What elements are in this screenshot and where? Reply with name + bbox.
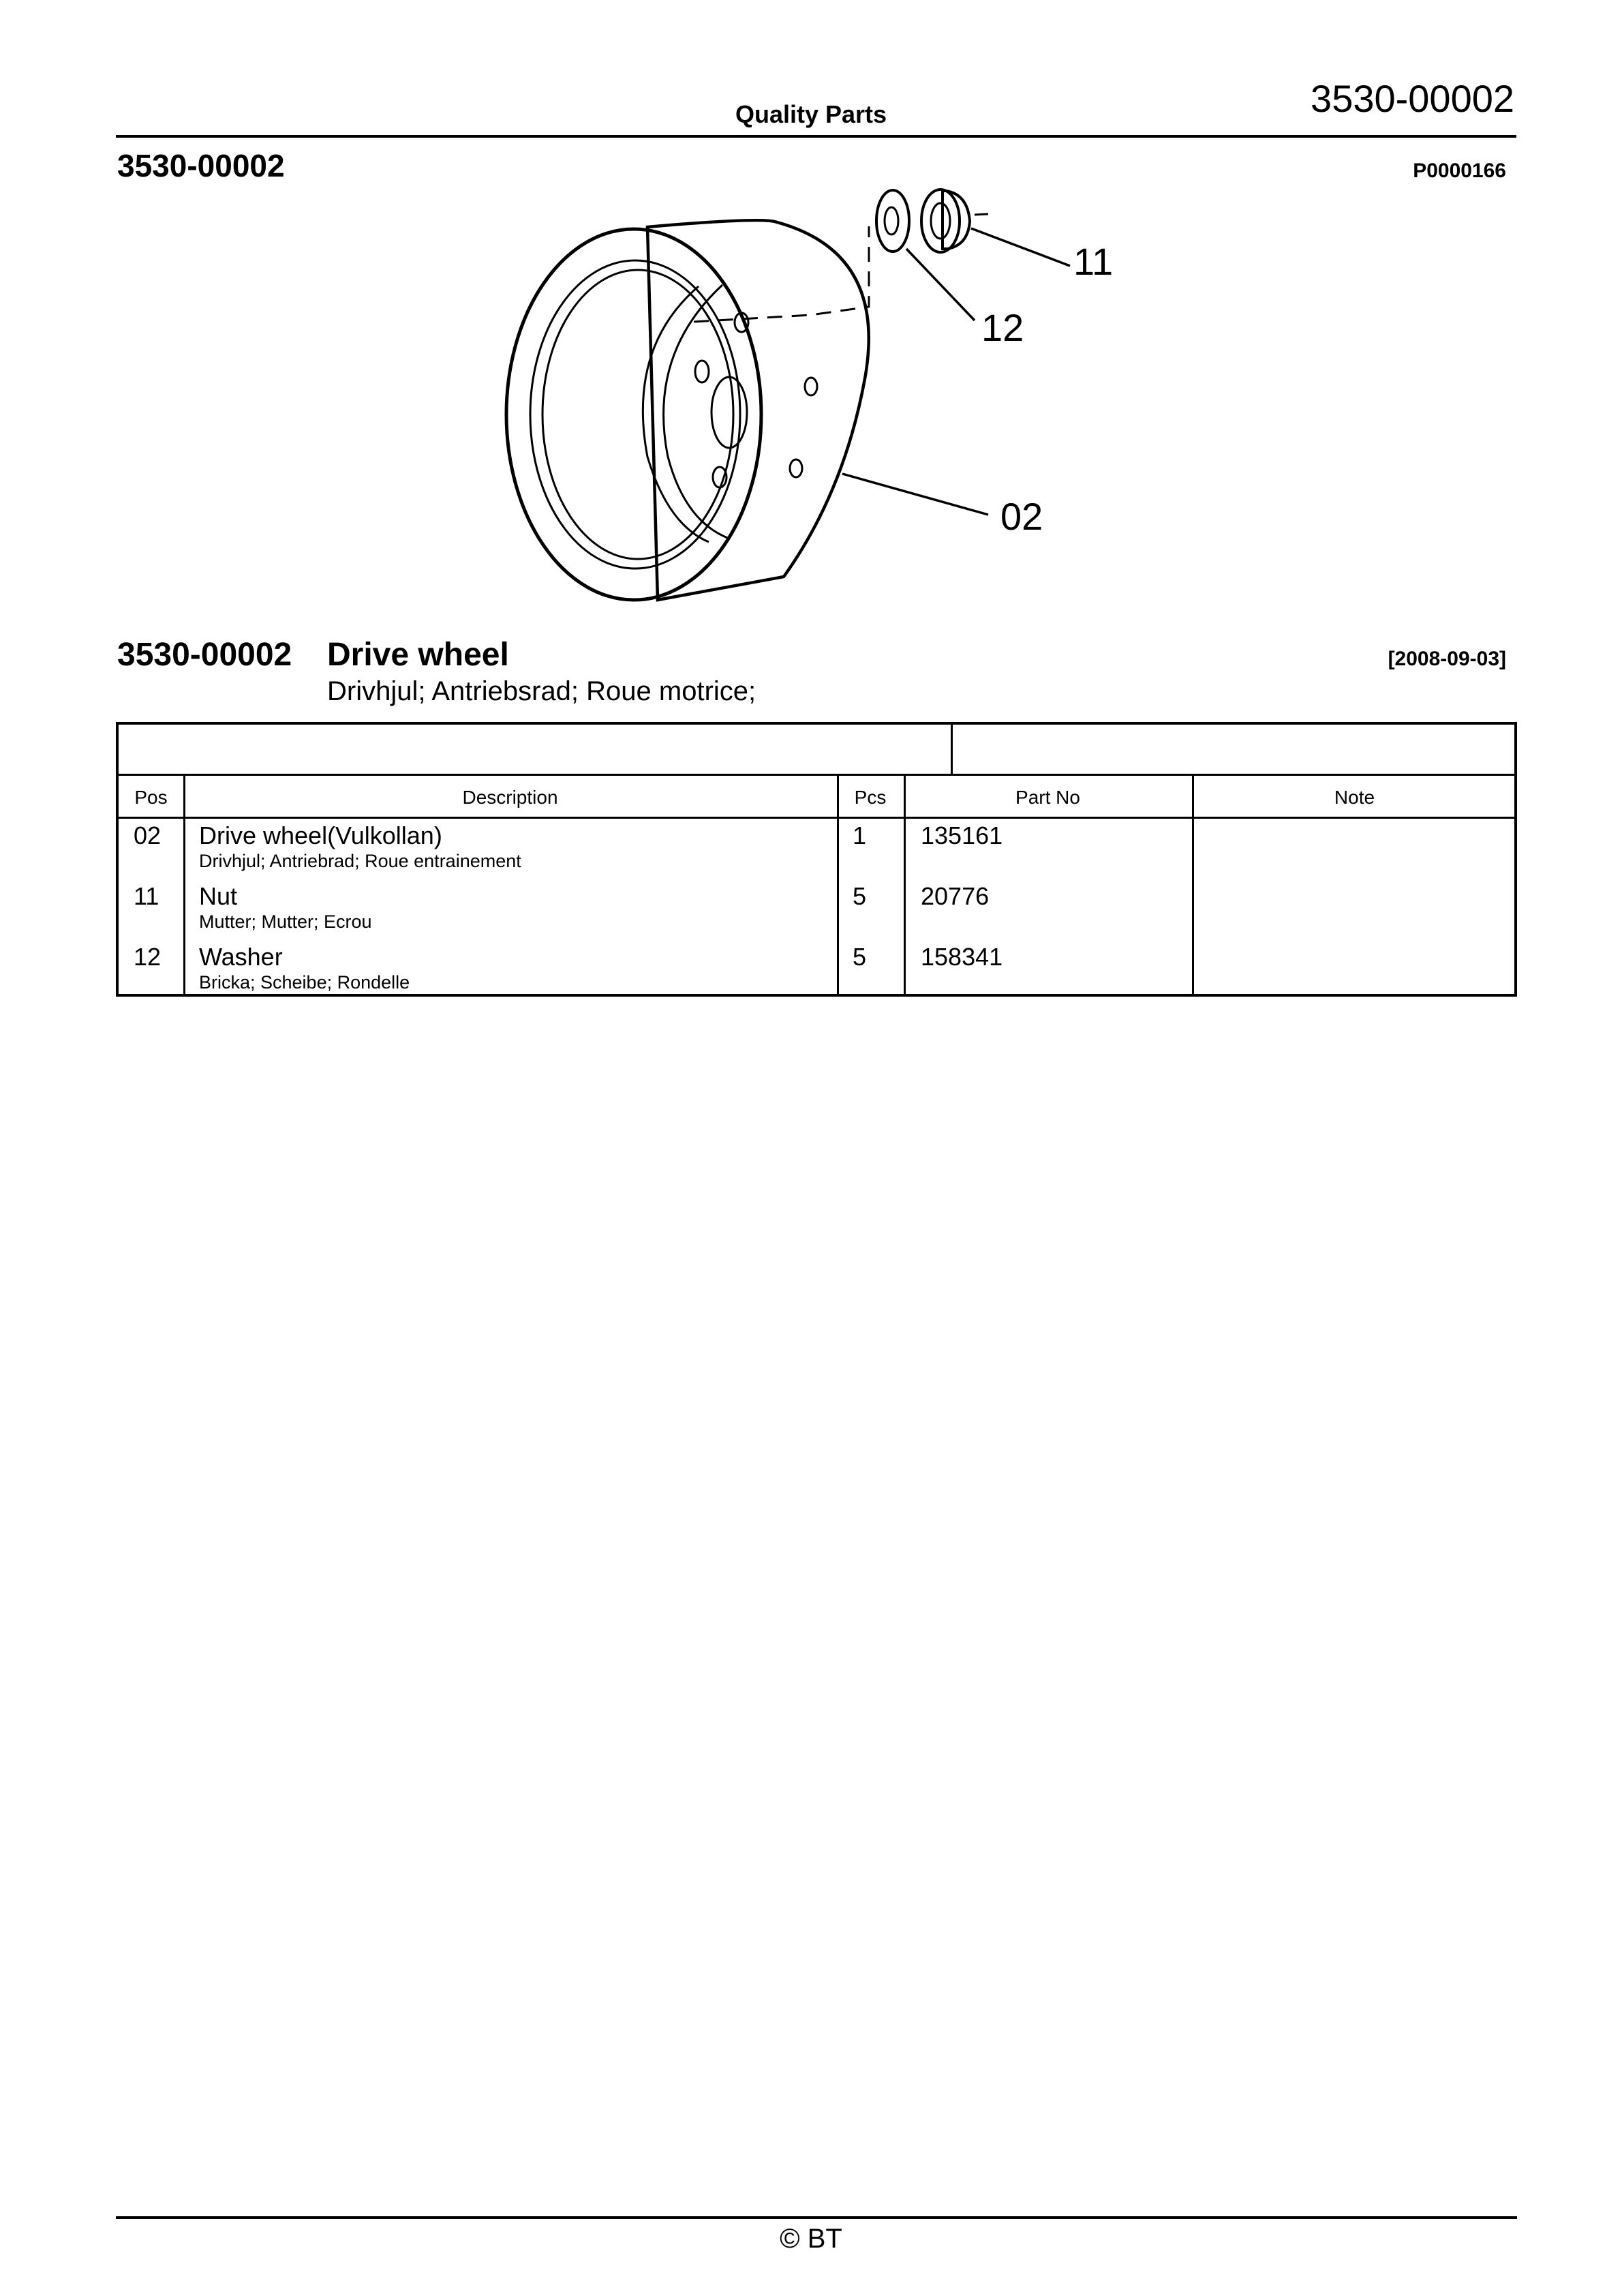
assembly-date: [2008-09-03]	[1388, 648, 1506, 670]
row-description: Nut	[199, 882, 238, 910]
assembly-dashed-line	[694, 226, 869, 322]
row-translations: Bricka; Scheibe; Rondelle	[199, 972, 410, 993]
row-pos: 02	[134, 821, 162, 849]
hub-center	[711, 377, 747, 448]
wheel-front-rim	[506, 229, 761, 600]
row-pcs: 1	[853, 821, 867, 849]
callout-leader-12	[906, 249, 975, 320]
bolt-hole-icon	[790, 459, 802, 477]
row-pos: 12	[134, 943, 162, 971]
wheel-front-inner-rim-1	[530, 260, 740, 569]
callout-leader-02	[842, 474, 988, 515]
bolt-hole-icon	[805, 378, 817, 395]
section-id: 3530-00002	[117, 148, 285, 183]
col-header-pos: Pos	[134, 787, 168, 808]
row-part-no: 158341	[921, 943, 1003, 971]
row-part-no: 135161	[921, 821, 1003, 849]
row-translations: Drivhjul; Antriebrad; Roue entrainement	[199, 851, 521, 871]
header-divider	[116, 135, 1516, 138]
assembly-translations: Drivhjul; Antriebsrad; Roue motrice;	[327, 676, 756, 706]
parts-table	[116, 722, 1517, 997]
picture-code: P0000166	[1413, 160, 1506, 182]
row-description: Drive wheel(Vulkollan)	[199, 821, 442, 849]
header-doc-number: 3530-00002	[1311, 77, 1514, 120]
callout-11: 11	[1073, 240, 1114, 283]
header-title: Quality Parts	[735, 100, 887, 128]
footer-copyright: © BT	[780, 2224, 842, 2254]
nut-dash	[975, 214, 988, 215]
col-header-note: Note	[1334, 787, 1375, 808]
washer-icon	[876, 190, 909, 252]
assembly-name: Drive wheel	[327, 637, 509, 673]
row-part-no: 20776	[921, 882, 990, 910]
nut-face-icon	[921, 190, 960, 252]
callout-02: 02	[1000, 495, 1043, 538]
col-header-description: Description	[462, 787, 558, 808]
assembly-id: 3530-00002	[117, 637, 292, 673]
callout-leader-11	[971, 228, 1070, 266]
row-translations: Mutter; Mutter; Ecrou	[199, 911, 372, 932]
col-header-pcs: Pcs	[854, 787, 887, 808]
nut-thread-icon	[931, 203, 950, 239]
exploded-drawing	[504, 170, 1114, 614]
footer-divider	[116, 2216, 1517, 2219]
col-header-part-no: Part No	[1015, 787, 1080, 808]
row-pcs: 5	[853, 943, 867, 971]
bolt-hole-icon	[695, 361, 709, 382]
callout-12: 12	[981, 306, 1024, 349]
washer-hole-icon	[885, 207, 898, 235]
row-pos: 11	[134, 882, 159, 910]
wheel-front-inner-rim-2	[542, 270, 733, 559]
row-pcs: 5	[853, 882, 867, 910]
row-description: Washer	[199, 943, 283, 971]
